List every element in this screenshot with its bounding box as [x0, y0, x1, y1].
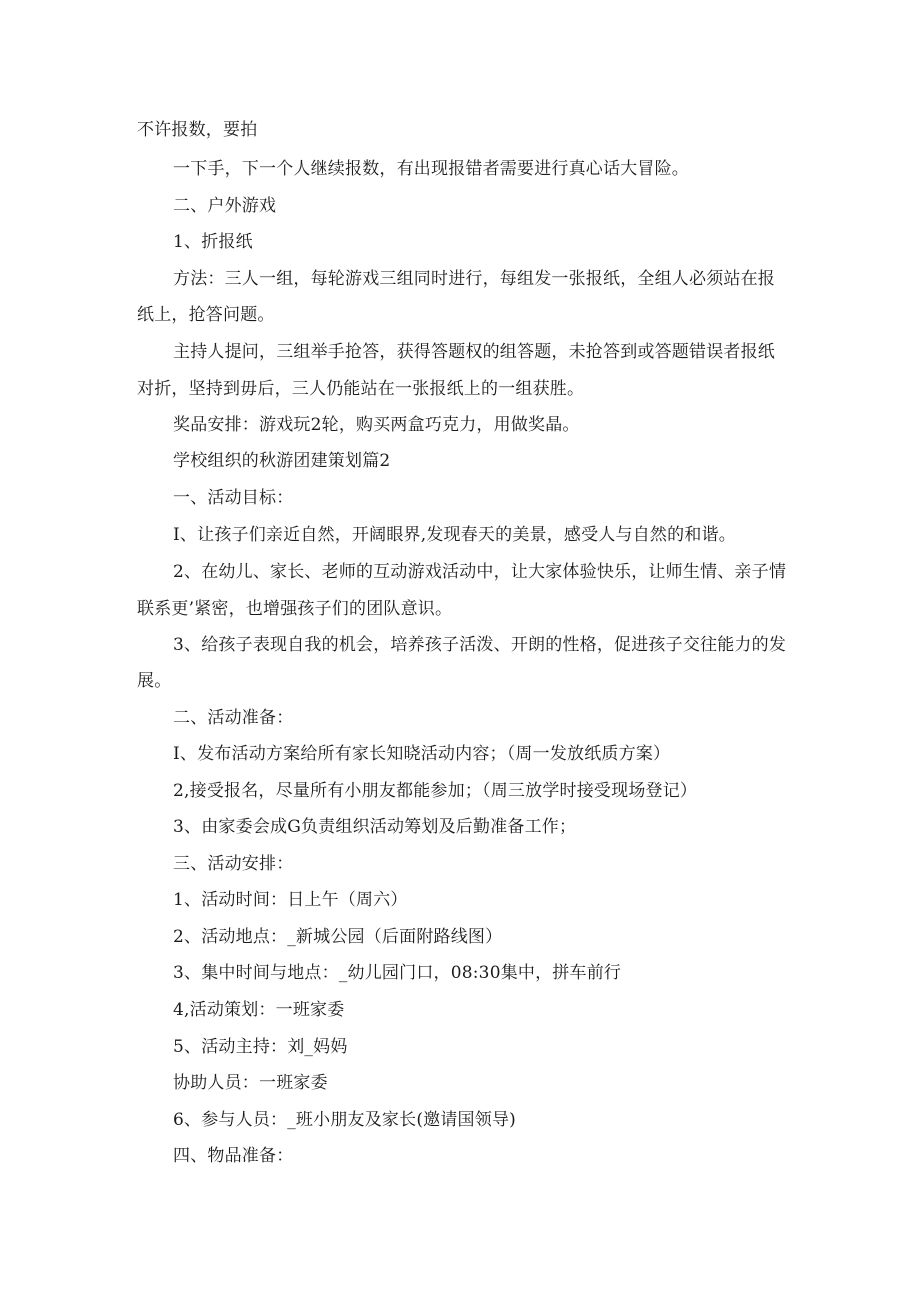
text-line: 展。 [137, 671, 172, 691]
text-line: 6、参与人员：_班小朋友及家长(邀请国领导) [173, 1110, 516, 1130]
text-line: 3、集中时间与地点：_幼儿园门口，08:30集中，拼车前行 [173, 963, 622, 983]
text-line: 3、给孩子表现自我的机会，培养孩子活泼、开朗的性格，促进孩子交往能力的发 [173, 635, 787, 655]
text-line: 方法：三人一组，每轮游戏三组同时进行，每组发一张报纸，全组人必须站在报 [173, 269, 775, 289]
article-title: 学校组织的秋游团建策划篇2 [173, 451, 391, 471]
text-line: 1、活动时间：日上午（周六） [173, 890, 408, 910]
text-line: 一下手，下一个人继续报数，有出现报错者需要进行真心话大冒险。 [173, 159, 689, 179]
text-line: 对折，坚持到毋后，三人仍能站在一张报纸上的一组获胜。 [137, 379, 585, 399]
text-line: 5、活动主持：刘_妈妈 [173, 1037, 348, 1057]
text-line: I、让孩子们亲近自然，开阔眼界,发现春天的美景，感受人与自然的和谐。 [173, 525, 736, 545]
section-heading: 二、活动准备： [173, 708, 294, 728]
text-line: 不许报数，要拍 [137, 120, 258, 140]
text-line: 纸上，抢答问题。 [137, 305, 275, 325]
section-heading: 二、户外游戏 [173, 196, 277, 216]
item-heading: 1、折报纸 [173, 232, 253, 252]
section-heading: 三、活动安排： [173, 854, 294, 874]
section-heading: 一、活动目标： [173, 488, 294, 508]
text-line: 4,活动策划：一班家委 [173, 1000, 345, 1020]
section-heading: 四、物品准备： [173, 1146, 294, 1166]
text-line: I、发布活动方案给所有家长知晓活动内容；（周一发放纸质方案） [173, 744, 671, 764]
text-line: 2、在幼儿、家长、老师的互动游戏活动中，让大家体验快乐，让师生情、亲子情 [173, 562, 787, 582]
text-line: 奖品安排：游戏玩2轮，购买两盒巧克力，用做奖晶。 [173, 415, 580, 435]
text-line: 2,接受报名，尽量所有小朋友都能参加；（周三放学时接受现场登记） [173, 781, 698, 801]
text-line: 3、由家委会成G负责组织活动筹划及后勤准备工作； [173, 817, 577, 837]
text-line: 主持人提问，三组举手抢答，获得答题权的组答题，未抢答到或答题错误者报纸 [173, 342, 775, 362]
text-line: 联系更’紧密，也增强孩子们的团队意识。 [137, 599, 453, 619]
text-line: 协助人员：一班家委 [173, 1073, 328, 1093]
text-line: 2、活动地点：_新城公园（后面附路线图） [173, 927, 503, 947]
